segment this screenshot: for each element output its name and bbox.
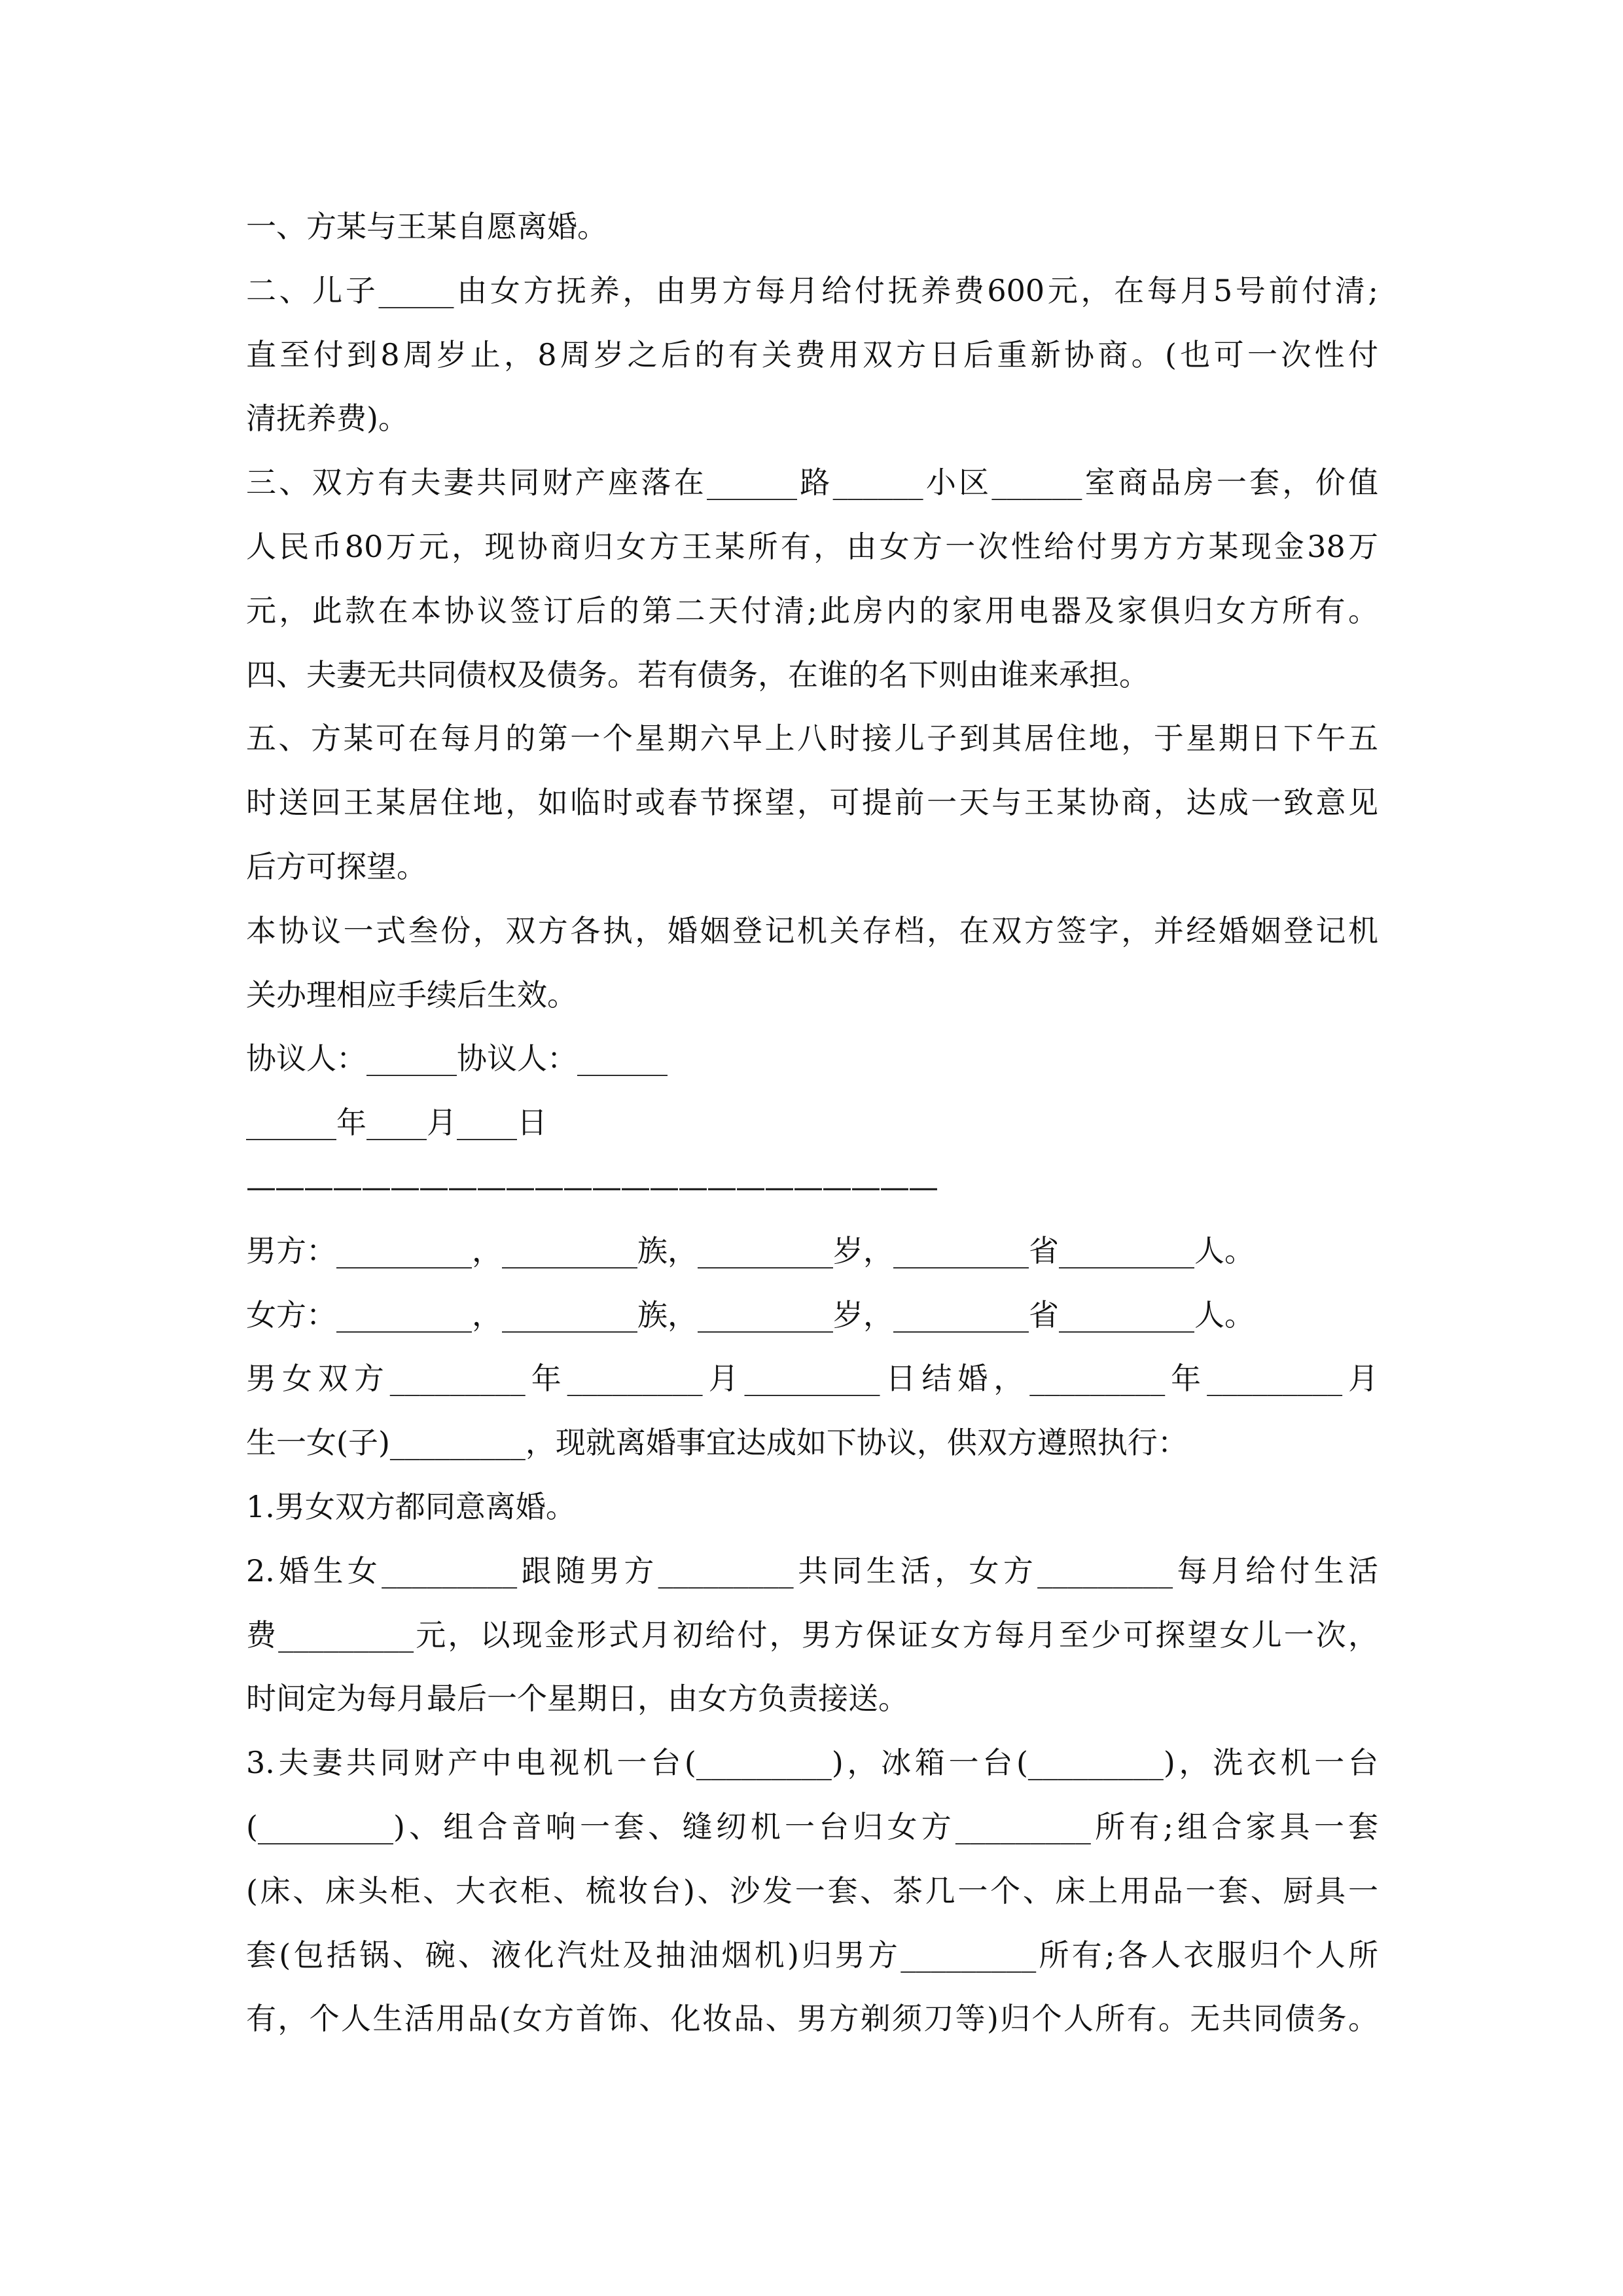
- item-3-line: (_________)、组合音响一套、缝纫机一台归女方_________所有;组合家具一套: [246, 1808, 1378, 1844]
- clause-5-line: 后方可探望。: [246, 848, 427, 884]
- item-3-line: (床、床头柜、大衣柜、梳妆台)、沙发一套、茶几一个、床上用品一套、厨具一: [246, 1873, 1378, 1909]
- marriage-info-line: 男女双方_________年_________月_________日结婚，_________年_________月: [246, 1361, 1378, 1397]
- item-2-line: 费_________元，以现金形式月初给付，男方保证女方每月至少可探望女儿一次，: [246, 1617, 1378, 1653]
- clause-2-line: 二、儿子_____由女方抚养，由男方每月给付抚养费600元，在每月5号前付清;: [246, 272, 1378, 308]
- signature-line: 协议人：______协议人：______: [246, 1041, 668, 1077]
- clause-3-line: 元，此款在本协议签订后的第二天付清;此房内的家用电器及家俱归女方所有。: [246, 592, 1378, 628]
- clause-3-line: 人民币80万元，现协商归女方王某所有，由女方一次性给付男方方某现金38万: [246, 528, 1378, 564]
- item-3-line: 3.夫妻共同财产中电视机一台(_________)，冰箱一台(_________)，洗衣机一台: [246, 1745, 1378, 1781]
- clause-1: 一、方某与王某自愿离婚。: [246, 209, 607, 244]
- wife-info: 女方：_________，_________族，_________岁，_________省_________人。: [246, 1297, 1255, 1333]
- clause-2-line: 清抚养费)。: [246, 401, 408, 437]
- clause-2-line: 直至付到8周岁止，8周岁之后的有关费用双方日后重新协商。(也可一次性付: [246, 336, 1378, 372]
- effect-clause-line: 关办理相应手续后生效。: [246, 977, 577, 1013]
- marriage-info-line: 生一女(子)_________，现就离婚事宜达成如下协议，供双方遵照执行：: [246, 1425, 1188, 1461]
- item-3-line: 套(包括锅、碗、液化汽灶及抽油烟机)归男方_________所有;各人衣服归个人所: [246, 1937, 1378, 1973]
- clause-5-line: 五、方某可在每月的第一个星期六早上八时接儿子到其居住地，于星期日下午五: [246, 721, 1378, 757]
- husband-info: 男方：_________，_________族，_________岁，_________省_________人。: [246, 1232, 1255, 1268]
- item-2-line: 时间定为每月最后一个星期日，由女方负责接送。: [246, 1681, 908, 1717]
- date-line: ______年____月____日: [246, 1105, 547, 1141]
- item-3-line: 有，个人生活用品(女方首饰、化妆品、男方剃须刀等)归个人所有。无共同债务。: [246, 2001, 1378, 2037]
- clause-4: 四、夫妻无共同债权及债务。若有债务，在谁的名下则由谁来承担。: [246, 656, 1149, 692]
- clause-5-line: 时送回王某居住地，如临时或春节探望，可提前一天与王某协商，达成一致意见: [246, 785, 1378, 821]
- item-2-line: 2.婚生女_________跟随男方_________共同生活，女方_________每月给付生活: [246, 1552, 1378, 1588]
- item-1: 1.男女双方都同意离婚。: [246, 1488, 576, 1524]
- section-divider: ————————————————————————: [246, 1168, 937, 1204]
- clause-3-line: 三、双方有夫妻共同财产座落在______路______小区______室商品房一套，价值: [246, 465, 1378, 501]
- effect-clause-line: 本协议一式叁份，双方各执，婚姻登记机关存档，在双方签字，并经婚姻登记机: [246, 912, 1378, 948]
- document-body: [246, 195, 1378, 2051]
